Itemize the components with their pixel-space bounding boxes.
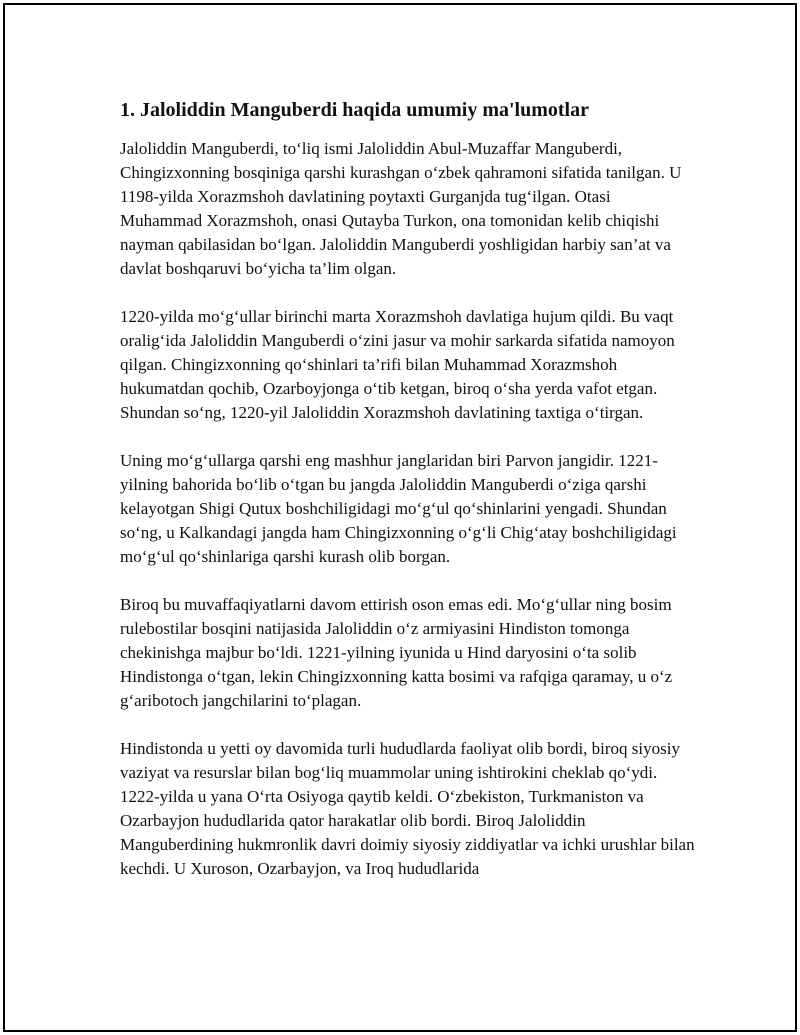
paragraph-3: Uning mo‘g‘ullarga qarshi eng mashhur janglaridan biri Parvon jangidir. 1221-yilning bahorida bo‘lib o‘tgan bu jangda Jaloliddin Manguberdi o‘ziga qarshi kelayotgan Shigi Qutux boshchiligidagi mo‘g‘ul qo‘shinlarini yengadi. Shundan so‘ng, u Kalkandagi jangda ham Chingizxonning o‘g‘li Chig‘atay boshchiligidagi mo‘g‘ul qo‘shinlariga qarshi kurash olib borgan.	[120, 451, 677, 566]
paragraph-4: Biroq bu muvaffaqiyatlarni davom ettirish oson emas edi. Mo‘g‘ullar ning bosim rulebostilar bosqini natijasida Jaloliddin o‘z armiyasini Hindiston tomonga chekinishga majbur bo‘ldi. 1221-yilning iyunida u Hind daryosini o‘ta solib Hindistonga o‘tgan, lekin Chingizxonning katta bosimi va rafqiga qaramay, u o‘z g‘aribotoch jangchilarini to‘plagan.	[120, 595, 673, 710]
section-heading: 1. Jaloliddin Manguberdi haqida umumiy ma'lumotlar	[120, 99, 589, 121]
document-body	[120, 97, 695, 905]
paragraph-1: Jaloliddin Manguberdi, to‘liq ismi Jaloliddin Abul-Muzaffar Manguberdi, Chingizxonning bosqiniga qarshi kurashgan o‘zbek qahramoni sifatida tanilgan. U 1198-yilda Xorazmshoh davlatining poytaxti Gurganjda tug‘ilgan. Otasi Muhammad Xorazmshoh, onasi Qutayba Turkon, ona tomonidan kelib chiqishi nayman qabilasidan bo‘lgan. Jaloliddin Manguberdi yoshligidan harbiy san’at va davlat boshqaruvi bo‘yicha ta’lim olgan.	[120, 139, 682, 278]
paragraph-5: Hindistonda u yetti oy davomida turli hududlarda faoliyat olib bordi, biroq siyosiy vaziyat va resurslar bilan bog‘liq muammolar uning ishtirokini cheklab qo‘ydi. 1222-yilda u yana O‘rta Osiyoga qaytib keldi. O‘zbekiston, Turkmaniston va Ozarbayjon hududlarida qator harakatlar olib bordi. Biroq Jaloliddin Manguberdining hukmronlik davri doimiy siyosiy ziddiyatlar va ichki urushlar bilan kechdi. U Xuroson, Ozarbayjon, va Iroq hududlarida	[120, 739, 695, 878]
document-page	[3, 3, 797, 1032]
paragraph-2: 1220-yilda mo‘g‘ullar birinchi marta Xorazmshoh davlatiga hujum qildi. Bu vaqt oralig‘ida Jaloliddin Manguberdi o‘zini jasur va mohir sarkarda sifatida namoyon qilgan. Chingizxonning qo‘shinlari ta’rifi bilan Muhammad Xorazmshoh hukumatdan qochib, Ozarboyjonga o‘tib ketgan, biroq o‘sha yerda vafot etgan. Shundan so‘ng, 1220-yil Jaloliddin Xorazmshoh davlatining taxtiga o‘tirgan.	[120, 307, 675, 422]
